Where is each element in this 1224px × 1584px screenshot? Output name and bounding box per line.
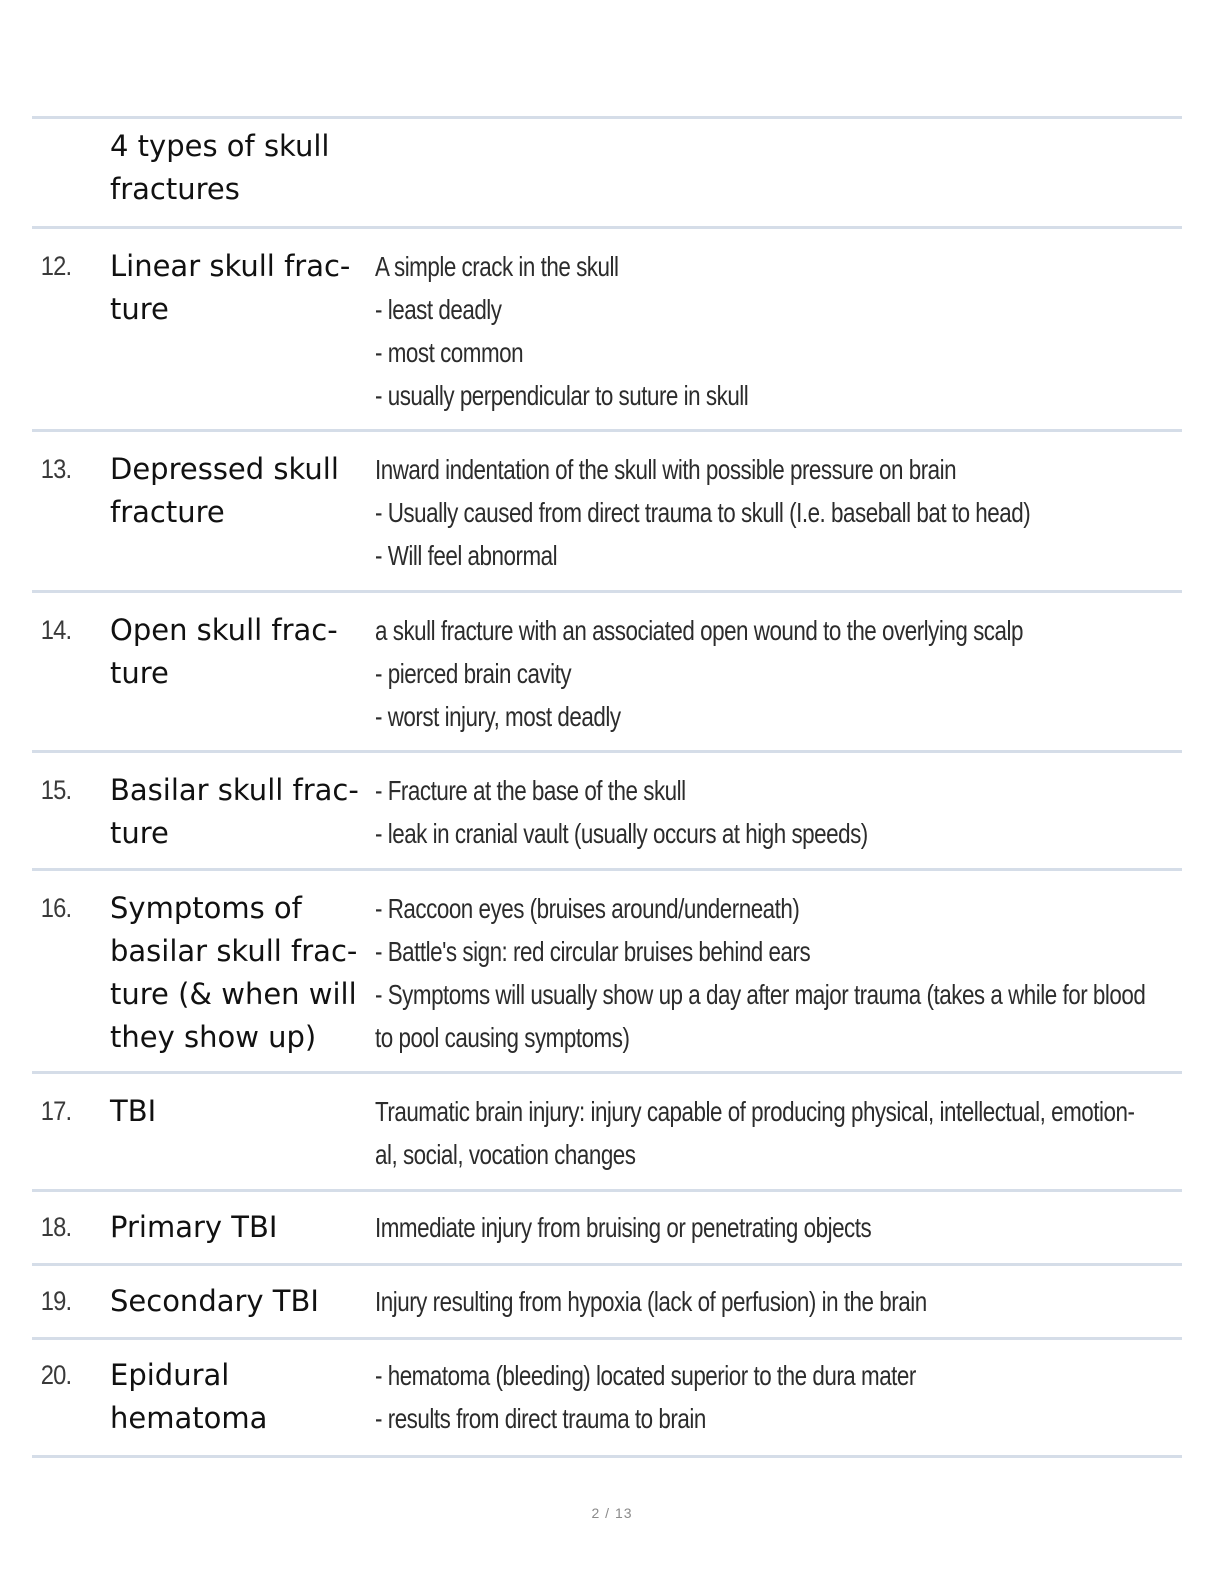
table-row [32,1340,1182,1458]
section-heading: 4 types of skull fractures [110,129,330,206]
definition-line: to pool causing symptoms) [375,1022,630,1053]
definition-line: - least deadly [375,294,502,325]
flashcard-table [32,116,1182,1458]
row-number: 16. [40,893,72,923]
definition-line: - Raccoon eyes (bruises around/underneath) [375,893,800,924]
definition-line: Injury resulting from hypoxia (lack of perfusion) in the brain [375,1286,927,1317]
definition-line: - usually perpendicular to suture in skull [375,380,749,411]
definition-line: a skull fracture with an associated open wound to the overlying scalp [375,615,1023,646]
definition-line: - Fracture at the base of the skull [375,775,686,806]
row-number: 14. [40,615,72,645]
definition-line: - pierced brain cavity [375,658,572,689]
definition-line: al, social, vocation changes [375,1139,636,1170]
row-term: Depressed skull fracture [110,452,339,529]
definition-line: Inward indentation of the skull with possible pressure on brain [375,454,957,485]
row-number: 13. [40,454,72,484]
row-number: 12. [40,251,72,281]
row-number: 19. [40,1286,72,1316]
table-row [32,1266,1182,1340]
table-row [32,229,1182,432]
row-term: Linear skull frac- ture [110,249,351,326]
table-row-heading [32,119,1182,229]
definition-line: - Usually caused from direct trauma to skull (I.e. baseball bat to head) [375,497,1031,528]
row-number: 17. [40,1096,72,1126]
table-row [32,753,1182,871]
table-row [32,432,1182,593]
row-definition [375,245,1182,417]
table-row [32,593,1182,753]
row-term: Open skull frac- ture [110,613,338,690]
row-definition [375,1206,1182,1249]
row-number: 18. [40,1212,72,1242]
definition-line: - Symptoms will usually show up a day after major trauma (takes a while for blood [375,979,1146,1010]
row-definition [375,769,1182,855]
table-row [32,1192,1182,1266]
row-term: Symptoms of basilar skull frac- ture (& when will they show up) [110,891,358,1054]
definition-line: - results from direct trauma to brain [375,1403,706,1434]
row-definition [375,1090,1224,1176]
definition-line: A simple crack in the skull [375,251,619,282]
row-term: Secondary TBI [110,1284,319,1318]
row-definition [375,887,1224,1059]
table-row [32,871,1182,1074]
row-term: TBI [110,1094,157,1128]
row-definition [375,1354,1182,1440]
definition-line: - Battle's sign: red circular bruises behind ears [375,936,811,967]
row-term: Basilar skull frac- ture [110,773,359,850]
row-term: Epidural hematoma [110,1358,268,1435]
definition-line: - Will feel abnormal [375,540,558,571]
definition-line: - most common [375,337,524,368]
table-row [32,1074,1182,1192]
row-term: Primary TBI [110,1210,278,1244]
definition-line: Immediate injury from bruising or penetrating objects [375,1212,872,1243]
definition-line: - leak in cranial vault (usually occurs at high speeds) [375,818,868,849]
row-definition [375,1280,1182,1323]
row-definition [375,448,1204,577]
definition-line: - worst injury, most deadly [375,701,621,732]
row-number: 20. [40,1360,72,1390]
row-number: 15. [40,775,72,805]
definition-line: Traumatic brain injury: injury capable of producing physical, intellectual, emotion- [375,1096,1135,1127]
page-number: 2 / 13 [591,1505,633,1521]
row-definition [375,609,1195,738]
definition-line: - hematoma (bleeding) located superior to the dura mater [375,1360,916,1391]
